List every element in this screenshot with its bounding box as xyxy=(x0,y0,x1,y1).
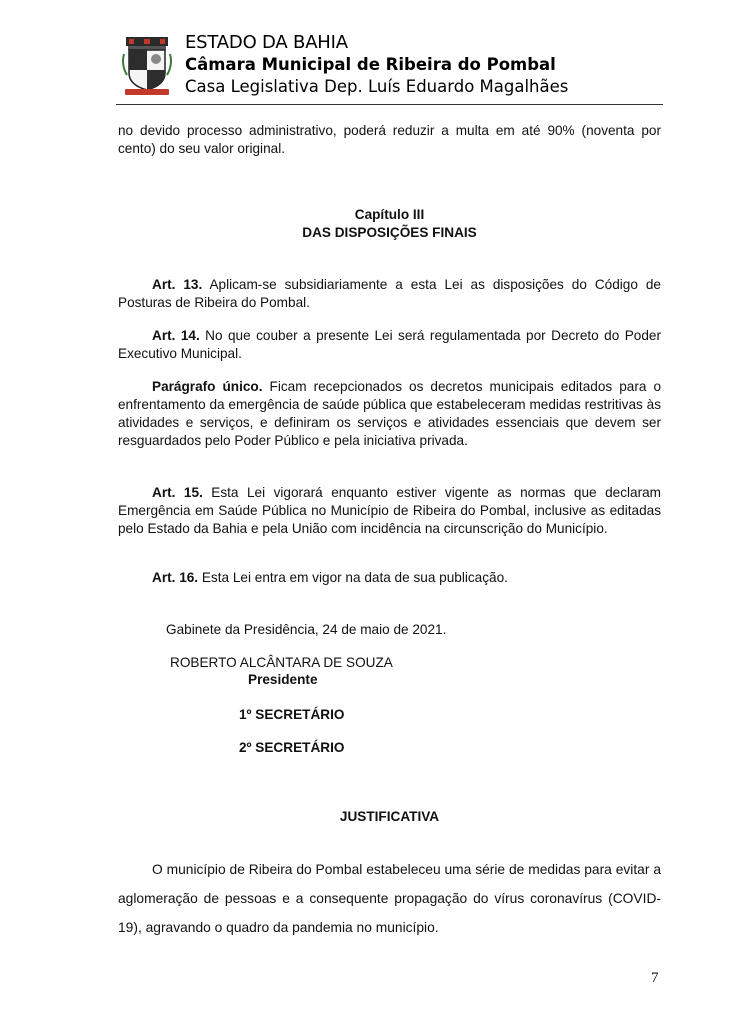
article-label: Art. 16. xyxy=(152,570,199,585)
article-label: Art. 13. xyxy=(152,277,203,292)
second-secretary: 2º SECRETÁRIO xyxy=(239,740,345,755)
first-secretary: 1º SECRETÁRIO xyxy=(239,707,345,722)
state-name: ESTADO DA BAHIA xyxy=(185,32,348,53)
article-text: Aplicam-se subsidiariamente a esta Lei as disposições do Código de Posturas de Ribeira do Pombal. xyxy=(118,277,661,310)
justification-title: JUSTIFICATIVA xyxy=(339,809,440,824)
article-label: Art. 14. xyxy=(152,328,200,343)
page-number: 7 xyxy=(651,970,659,986)
article-13 xyxy=(118,276,661,312)
chamber-name: Câmara Municipal de Ribeira do Pombal xyxy=(185,55,556,74)
article-15 xyxy=(118,484,661,538)
sole-paragraph xyxy=(118,378,661,450)
place-and-date: Gabinete da Presidência, 24 de maio de 2021. xyxy=(166,622,447,637)
chapter-number: Capítulo III xyxy=(354,207,425,222)
president-title: Presidente xyxy=(248,672,318,687)
president-name: ROBERTO ALCÂNTARA DE SOUZA xyxy=(170,655,393,670)
article-label: Parágrafo único. xyxy=(152,379,263,394)
municipal-coat-of-arms-icon xyxy=(122,35,172,97)
intro-paragraph: no devido processo administrativo, poderá reduzir a multa em até 90% (noventa por cento) do seu valor original. xyxy=(118,123,661,156)
house-name: Casa Legislativa Dep. Luís Eduardo Magalhães xyxy=(185,77,569,96)
article-text: Ficam recepcionados os decretos municipais editados para o enfrentamento da emergência de saúde pública que estabeleceram medidas restritivas às atividades e serviços, e definiram os serviços e atividades essenciais que devem ser resguardados pelo Poder Público e pela iniciativa privada. xyxy=(118,379,662,448)
letterhead-text xyxy=(185,32,568,98)
article-text: Esta Lei vigorará enquanto estiver vigente as normas que declaram Emergência em Saúde Pública no Município de Ribeira do Pombal, inclusive as editadas pelo Estado da Bahia e pela União com incidência na circunscrição do Município. xyxy=(118,485,661,536)
article-label: Art. 15. xyxy=(152,485,203,500)
chapter-title: DAS DISPOSIÇÕES FINAIS xyxy=(302,225,477,240)
article-text: No que couber a presente Lei será regulamentada por Decreto do Poder Executivo Municipal. xyxy=(118,328,661,361)
article-16 xyxy=(118,569,661,587)
article-14 xyxy=(118,327,661,363)
justification-text: O município de Ribeira do Pombal estabeleceu uma série de medidas para evitar a aglomeração de pessoas e a consequente propagação do vírus coronavírus (COVID-19), agravando o quadro da pandemia no município. xyxy=(118,862,661,935)
article-text: Esta Lei entra em vigor na data de sua publicação. xyxy=(198,570,508,585)
header-divider xyxy=(116,104,663,105)
letterhead xyxy=(116,30,664,105)
